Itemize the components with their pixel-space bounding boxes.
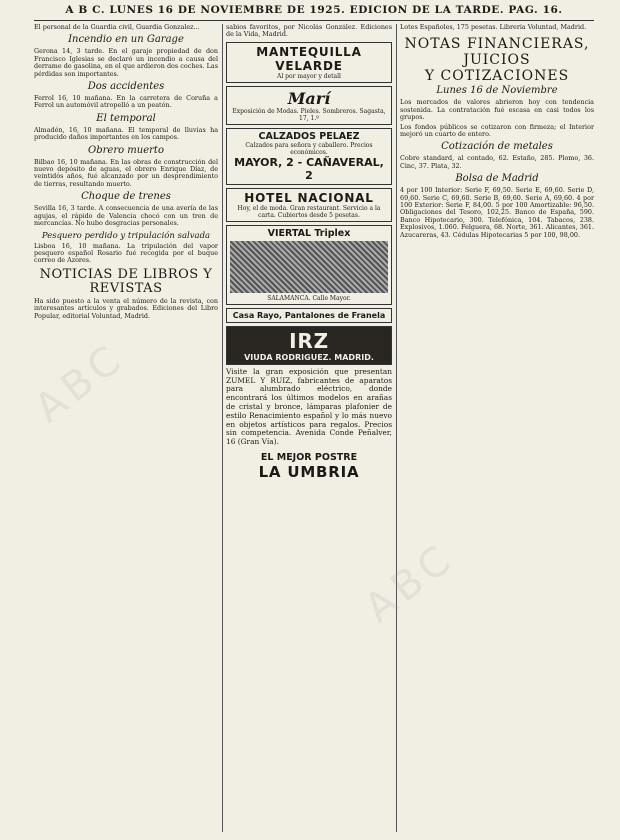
headline-accidentes: Dos accidentes bbox=[87, 81, 165, 93]
section-title: NOTAS FINANCIERAS, bbox=[404, 36, 590, 53]
article-text: Ferrol 16, 10 mañana. En la carretera de Coruña a Ferrol un automóvil atropelló a un peatón. bbox=[34, 94, 218, 110]
ad-subtitle: Al por mayor y detall bbox=[277, 72, 341, 80]
ad-subtitle: Hoy, el de moda. Gran restaurant. Servicio a la carta. Cubiertos desde 5 pesetas. bbox=[237, 204, 381, 219]
section-title: Y COTIZACIONES bbox=[424, 68, 570, 85]
article-text: Sevilla 16, 3 tarde. A consecuencia de una avería de las agujas, el rápido de Valencia chocó con un tren de mercancías. No hubo desgracias personales. bbox=[34, 204, 218, 228]
ad-brand: LA UMBRIA bbox=[258, 462, 360, 481]
headline-obrero: Obrero muerto bbox=[88, 144, 164, 156]
ad-mantequilla bbox=[226, 42, 392, 83]
ad-title: VIERTAL Triplex bbox=[267, 227, 351, 239]
headline-pesquero: Pesquero perdido y tripulación salvada bbox=[41, 230, 211, 241]
ad-subtitle: VIUDA RODRIGUEZ. MADRID. bbox=[244, 352, 374, 362]
article-text: Ha sido puesto a la venta el número de la revista, con interesantes artículos y grabados. Ediciones del Libro Popular, editorial Voluntad, Madrid. bbox=[34, 296, 218, 320]
watermark: ABC bbox=[356, 534, 464, 632]
ad-hotel bbox=[226, 188, 392, 222]
ad-modas bbox=[226, 86, 392, 125]
ad-umbria bbox=[226, 450, 392, 483]
section-title: JUICIOS bbox=[463, 52, 531, 69]
article-text: Cobre standard, al contado, 62. Estaño, 285. Plomo, 36. Cinc, 37. Plata, 32. bbox=[400, 154, 594, 170]
article-text: Los mercados de valores abrieron hoy con tendencia sostenida. La contratación fué escasa en casi todos los grupos. bbox=[400, 98, 594, 122]
ad-title: MANTEQUILLA VELARDE bbox=[256, 44, 362, 73]
headline-temporal: El temporal bbox=[96, 112, 156, 124]
headline-choque: Choque de trenes bbox=[81, 191, 171, 203]
article-text: Gerona 14, 3 tarde. En el garaje propiedad de don Francisco Iglesias se declaró un incendio a causa del derrame de gasolina, en el que ardieron dos coches. Las pérdidas son importantes. bbox=[34, 47, 218, 78]
article-text: Lotes Españoles, 175 pesetas. Librería Voluntad, Madrid. bbox=[400, 24, 587, 31]
ad-title: HOTEL NACIONAL bbox=[244, 190, 374, 205]
article-text: sabios favoritos, por Nicolás González. Ediciones de la Vida, Madrid. bbox=[226, 24, 392, 39]
article-text: Lisboa 16, 10 mañana. La tripulación del vapor pesquero español Rosario fué recogida por el buque correo de Azores. bbox=[34, 241, 218, 265]
headline-metales: Cotización de metales bbox=[441, 141, 553, 153]
header-rule bbox=[34, 20, 594, 21]
column-3 bbox=[400, 24, 594, 832]
ad-viertal bbox=[226, 225, 392, 305]
headline-incendio: Incendio en un Garage bbox=[68, 34, 184, 46]
ad-logo: Marí bbox=[287, 88, 331, 108]
article-text: Bilbao 16, 10 mañana. En las obras de construcción del nuevo depósito de aguas, el obrero Enrique Díaz, de veintidós años, fué alcanzado por un desprendimiento de tierras, resultando muerto. bbox=[34, 157, 218, 188]
ad-address: MAYOR, 2 - CAÑAVERAL, 2 bbox=[234, 155, 384, 182]
headline-bolsa: Bolsa de Madrid bbox=[455, 173, 539, 185]
ad-calzados bbox=[226, 128, 392, 185]
column-2 bbox=[226, 24, 392, 832]
ad-title: IRZ bbox=[289, 328, 329, 353]
ad-irz bbox=[226, 326, 392, 365]
column-1 bbox=[34, 24, 218, 832]
section-date: Lunes 16 de Noviembre bbox=[436, 85, 558, 97]
watermark: ABC bbox=[26, 334, 134, 432]
headline-noticias: NOTICIAS DE LIBROS Y REVISTAS bbox=[39, 266, 213, 296]
ad-subtitle: Exposición de Modas. Pieles. Sombreros. Sagasta, 17, 1.º bbox=[232, 107, 386, 122]
article-text: 4 por 100 Interior: Serie F, 69,50. Serie E, 69,60. Serie D, 69,60. Serie C, 69,60. Serie B, 69,60. Serie A, 69,60. 4 por 100 Exterior: Serie F, 84,00. 5 por 100 Amortizable: 96,50. Obligaciones del Tesoro, 102,25. Banco de España, 590. Banco Hipotecario, 300. Telefónica, 104. Tabacos, 238. Explosivos, 1.060. Felguera, 68. Norte, 361. Alicantes, 361. Azucareras, 43. Cédulas Hipotecarias 5 por 100, 98,00. bbox=[400, 186, 594, 239]
column-divider bbox=[396, 24, 397, 832]
article-text: Almadén, 16, 10 mañana. El temporal de lluvias ha producido daños importantes en los campos. bbox=[34, 125, 218, 142]
ad-subtitle: SALAMANCA. Calle Mayor. bbox=[267, 294, 351, 302]
ad-illustration bbox=[230, 241, 388, 293]
article-text: El personal de la Guardia civil, Guardia Gonzalez... bbox=[34, 24, 200, 31]
ad-subtitle: Calzados para señora y caballero. Precios económicos. bbox=[245, 141, 373, 156]
article-text: Visite la gran exposición que presentan ZUMEL Y RUIZ, fabricantes de aparatos para alumbrado eléctrico, donde encontrará los últimos modelos en arañas de cristal y bronce, lámparas plafonier de estilo Renacimiento español y lo más nuevo en objetos artísticos para regalos. Precios sin competencia. Avenida Conde Peñalver, 16 (Gran Vía). bbox=[226, 366, 392, 447]
page-header: A B C. LUNES 16 DE NOVIEMBRE DE 1925. EDICION DE LA TARDE. PAG. 16. bbox=[65, 4, 563, 16]
column-divider bbox=[222, 24, 223, 832]
article-text: Los fondos públicos se cotizaron con firmeza; el Interior mejoró un cuarto de entero. bbox=[400, 122, 594, 139]
ad-title: EL MEJOR POSTRE bbox=[260, 451, 358, 463]
ad-rayo bbox=[226, 308, 392, 323]
ad-title: Casa Rayo, Pantalones de Franela bbox=[232, 310, 386, 320]
ad-title: CALZADOS PELAEZ bbox=[258, 130, 360, 142]
